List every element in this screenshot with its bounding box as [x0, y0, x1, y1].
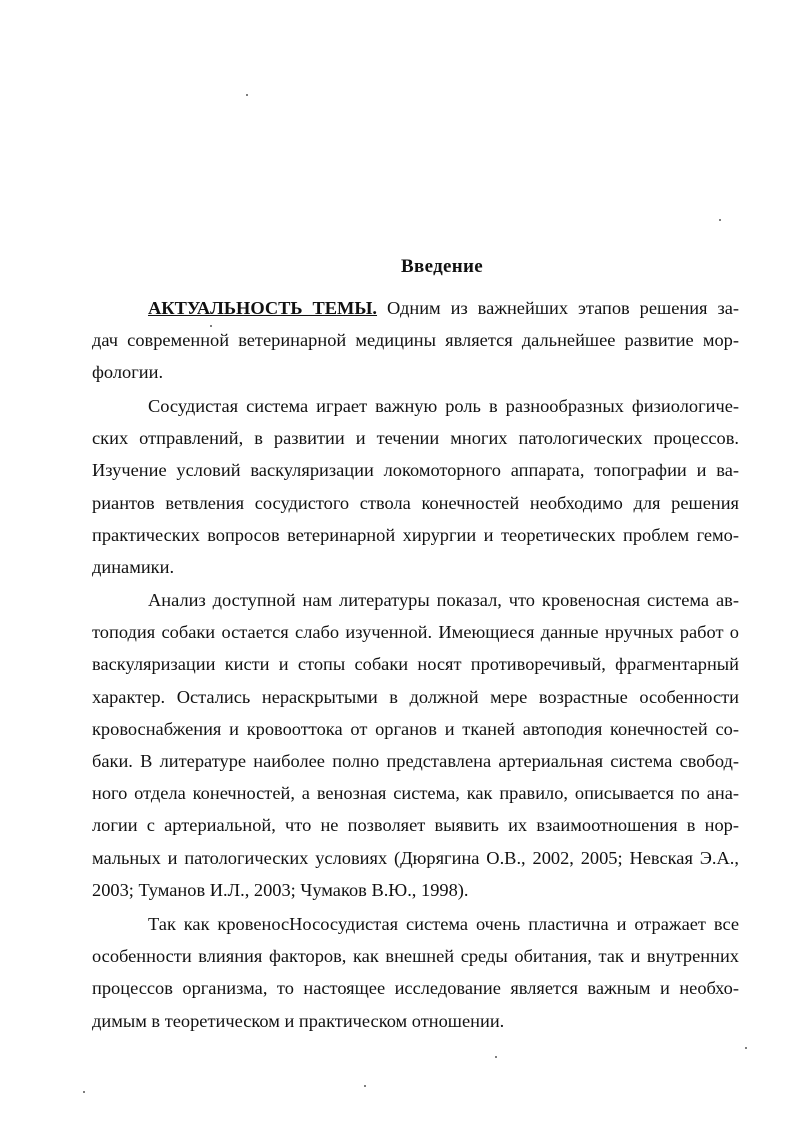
text-line: ских отправлений, в развитии и течении многих патологических процессов.	[92, 428, 739, 449]
text-line: особенности влияния факторов, как внешней среды обитания, так и внутренних	[92, 946, 739, 967]
scan-speck	[364, 1085, 366, 1087]
text-line: процессов организма, то настоящее исследование является важным и необхо-	[92, 978, 739, 999]
scan-speck	[210, 325, 212, 327]
text-line: мальных и патологических условиях (Дюрягина О.В., 2002, 2005; Невская Э.А.,	[92, 847, 739, 868]
text-fragment: Одним из важнейших этапов решения за-	[377, 298, 739, 318]
text-line: димым в теоретическом и практическом отношении.	[92, 1010, 505, 1031]
page-title: Введение	[401, 256, 483, 277]
text-line: динамики.	[92, 556, 175, 577]
text-line: баки. В литературе наиболее полно представлена артериальная система свобод-	[92, 750, 739, 771]
text-line: ного отдела конечностей, а венозная система, как правило, описывается по ана-	[92, 783, 739, 804]
paragraph-relevance	[92, 292, 739, 389]
text-line: дач современной ветеринарной медицины является дальнейшее развитие мор-	[92, 330, 739, 351]
text-line: васкуляризации кисти и стопы собаки носят противоречивый, фрагментарный	[92, 654, 739, 675]
paragraph-conclusion	[92, 908, 739, 1037]
text-line: Анализ доступной нам литературы показал, что кровеносная система ав-	[148, 590, 739, 610]
text-line: практических вопросов ветеринарной хирургии и теоретических проблем гемо-	[92, 524, 739, 545]
text-line: 2003; Туманов И.Л., 2003; Чумаков В.Ю., 1998).	[92, 879, 469, 900]
scan-speck	[246, 94, 248, 96]
text-line: фологии.	[92, 362, 164, 383]
text-line: кровоснабжения и кровооттока от органов и тканей автоподия конечностей со-	[92, 718, 739, 739]
scan-speck	[495, 1056, 497, 1058]
text-line	[92, 292, 739, 324]
text-line: топодия собаки остается слабо изученной. Имеющиеся данные нручных работ о	[92, 622, 739, 643]
section-lead: АКТУАЛЬНОСТЬ ТЕМЫ.	[148, 298, 378, 318]
text-line: Так как кровеносНососудистая система очень пластична и отражает все	[148, 914, 739, 934]
text-line: Сосудистая система играет важную роль в разнообразных физиологиче-	[148, 396, 739, 416]
paragraph-literature-analysis	[92, 584, 739, 906]
scan-speck	[719, 219, 721, 221]
scan-speck	[83, 1091, 85, 1093]
paragraph-vascular-system	[92, 390, 739, 583]
scan-speck	[745, 1047, 747, 1049]
text-line: Изучение условий васкуляризации локомоторного аппарата, топографии и ва-	[92, 460, 739, 481]
text-line: логии с артериальной, что не позволяет выявить их взаимоотношения в нор-	[92, 815, 739, 836]
text-line: характер. Остались нераскрытыми в должной мере возрастные особенности	[92, 686, 739, 707]
text-line: риантов ветвления сосудистого ствола конечностей необходимо для решения	[92, 492, 739, 513]
